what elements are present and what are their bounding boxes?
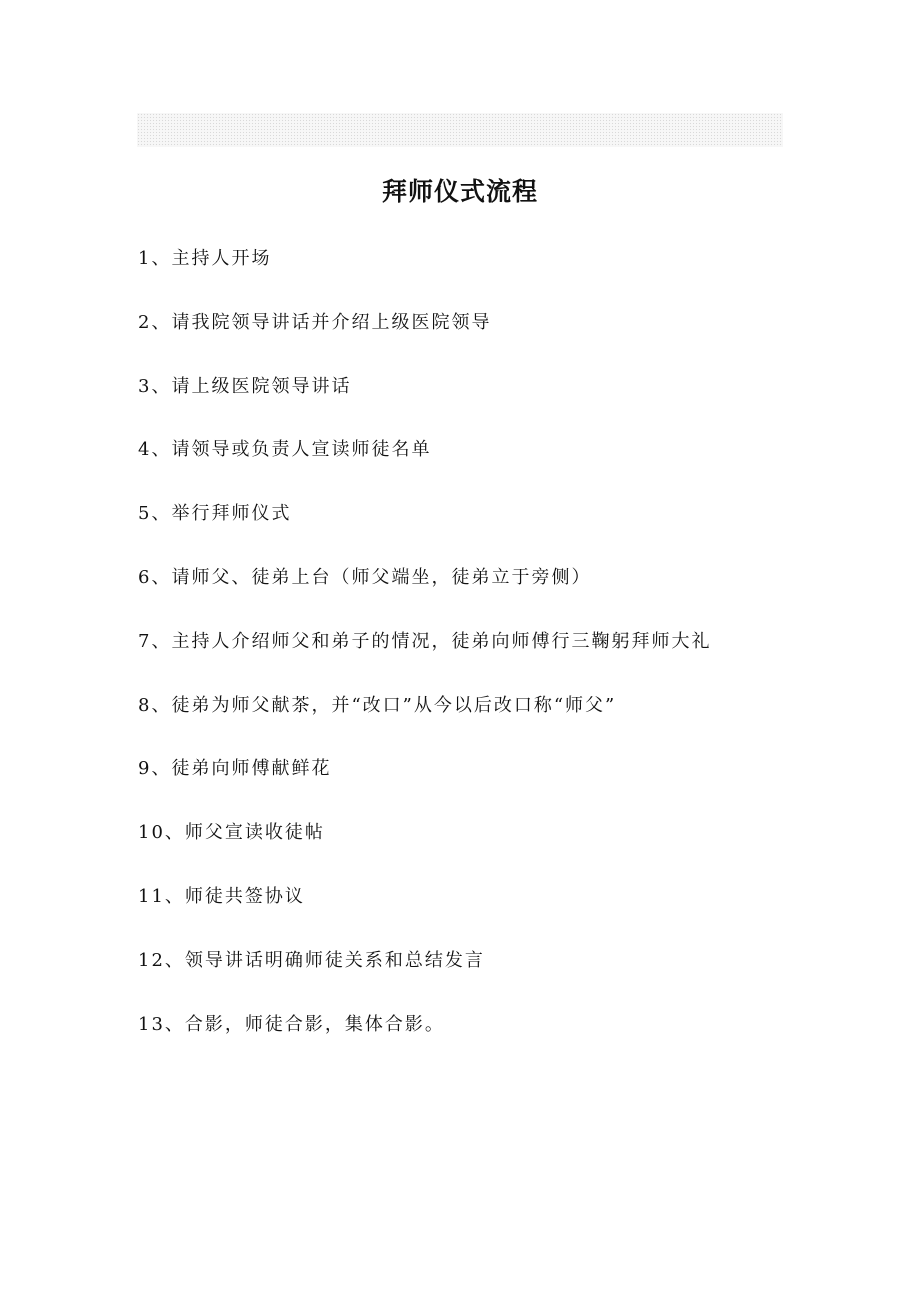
- step-item: 4、请领导或负责人宣读师徒名单: [138, 439, 432, 461]
- step-item: 2、请我院领导讲话并介绍上级医院领导: [138, 311, 492, 333]
- step-item: 13、合影，师徒合影，集体合影。: [138, 1013, 445, 1035]
- document-title: 拜师仪式流程: [381, 177, 538, 206]
- step-item: 12、领导讲话明确师徒关系和总结发言: [138, 949, 485, 971]
- header-band: [137, 113, 783, 147]
- step-item: 8、徒弟为师父献茶，并“改口”从今以后改口称“师父”: [138, 694, 617, 716]
- step-item: 3、请上级医院领导讲话: [138, 375, 352, 397]
- step-item: 6、请师父、徒弟上台（师父端坐，徒弟立于旁侧）: [138, 566, 592, 588]
- step-item: 1、主持人开场: [138, 248, 272, 269]
- step-item: 10、师父宣读收徒帖: [138, 822, 325, 844]
- step-item: 9、徒弟向师傅献鲜花: [138, 758, 332, 780]
- step-item: 5、举行拜师仪式: [138, 503, 292, 525]
- steps-list: [138, 241, 838, 1070]
- step-item: 7、主持人介绍师父和弟子的情况，徒弟向师傅行三鞠躬拜师大礼: [138, 630, 712, 652]
- step-item: 11、师徒共签协议: [138, 885, 305, 907]
